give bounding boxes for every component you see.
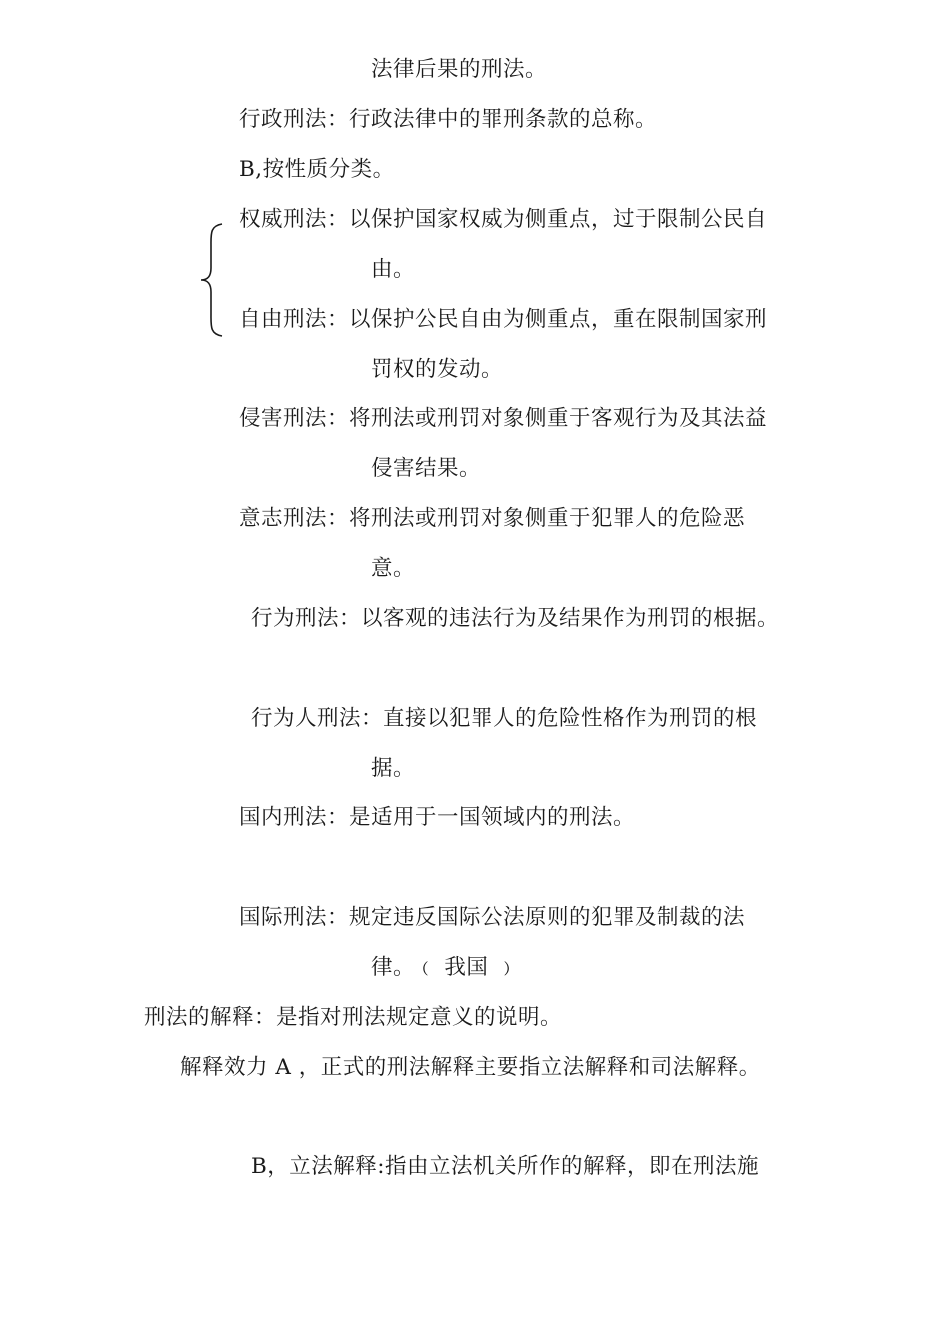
text-line: 权威刑法：以保护国家权威为侧重点，过于限制公民自 (239, 207, 768, 232)
text-line: 意志刑法：将刑法或刑罚对象侧重于犯罪人的危险恶 (239, 506, 746, 531)
text-line: 行为人刑法：直接以犯罪人的危险性格作为刑罚的根 (251, 706, 758, 731)
text-line: 刑法的解释：是指对刑法规定意义的说明。 (144, 1005, 563, 1030)
curly-brace-icon (198, 222, 226, 338)
text-line: 行为刑法：以客观的违法行为及结果作为刑罚的根据。 (251, 606, 780, 631)
text-line: 行政刑法：行政法律中的罪刑条款的总称。 (239, 107, 658, 132)
text-line: 解释效力 A ，正式的刑法解释主要指立法解释和司法解释。 (180, 1055, 761, 1080)
text-line: 据。 (371, 756, 416, 781)
text-line: 法律后果的刑法。 (371, 57, 548, 82)
text-line: B，立法解释:指由立法机关所作的解释，即在刑法施 (251, 1154, 760, 1179)
text-line: 自由刑法：以保护公民自由为侧重点，重在限制国家刑 (239, 307, 768, 332)
text-line: 侵害结果。 (371, 456, 482, 481)
text-line: 罚权的发动。 (371, 357, 504, 382)
text-line: 由。 (371, 257, 416, 282)
text-line: 侵害刑法：将刑法或刑罚对象侧重于客观行为及其法益 (239, 406, 768, 431)
text-line: B,按性质分类。 (239, 157, 395, 182)
text-line: 意。 (371, 556, 416, 581)
text-line: 律。﹙ 我国 ﹚ (371, 955, 518, 980)
text-line: 国际刑法：规定违反国际公法原则的犯罪及制裁的法 (239, 905, 746, 930)
text-line: 国内刑法：是适用于一国领域内的刑法。 (239, 805, 636, 830)
